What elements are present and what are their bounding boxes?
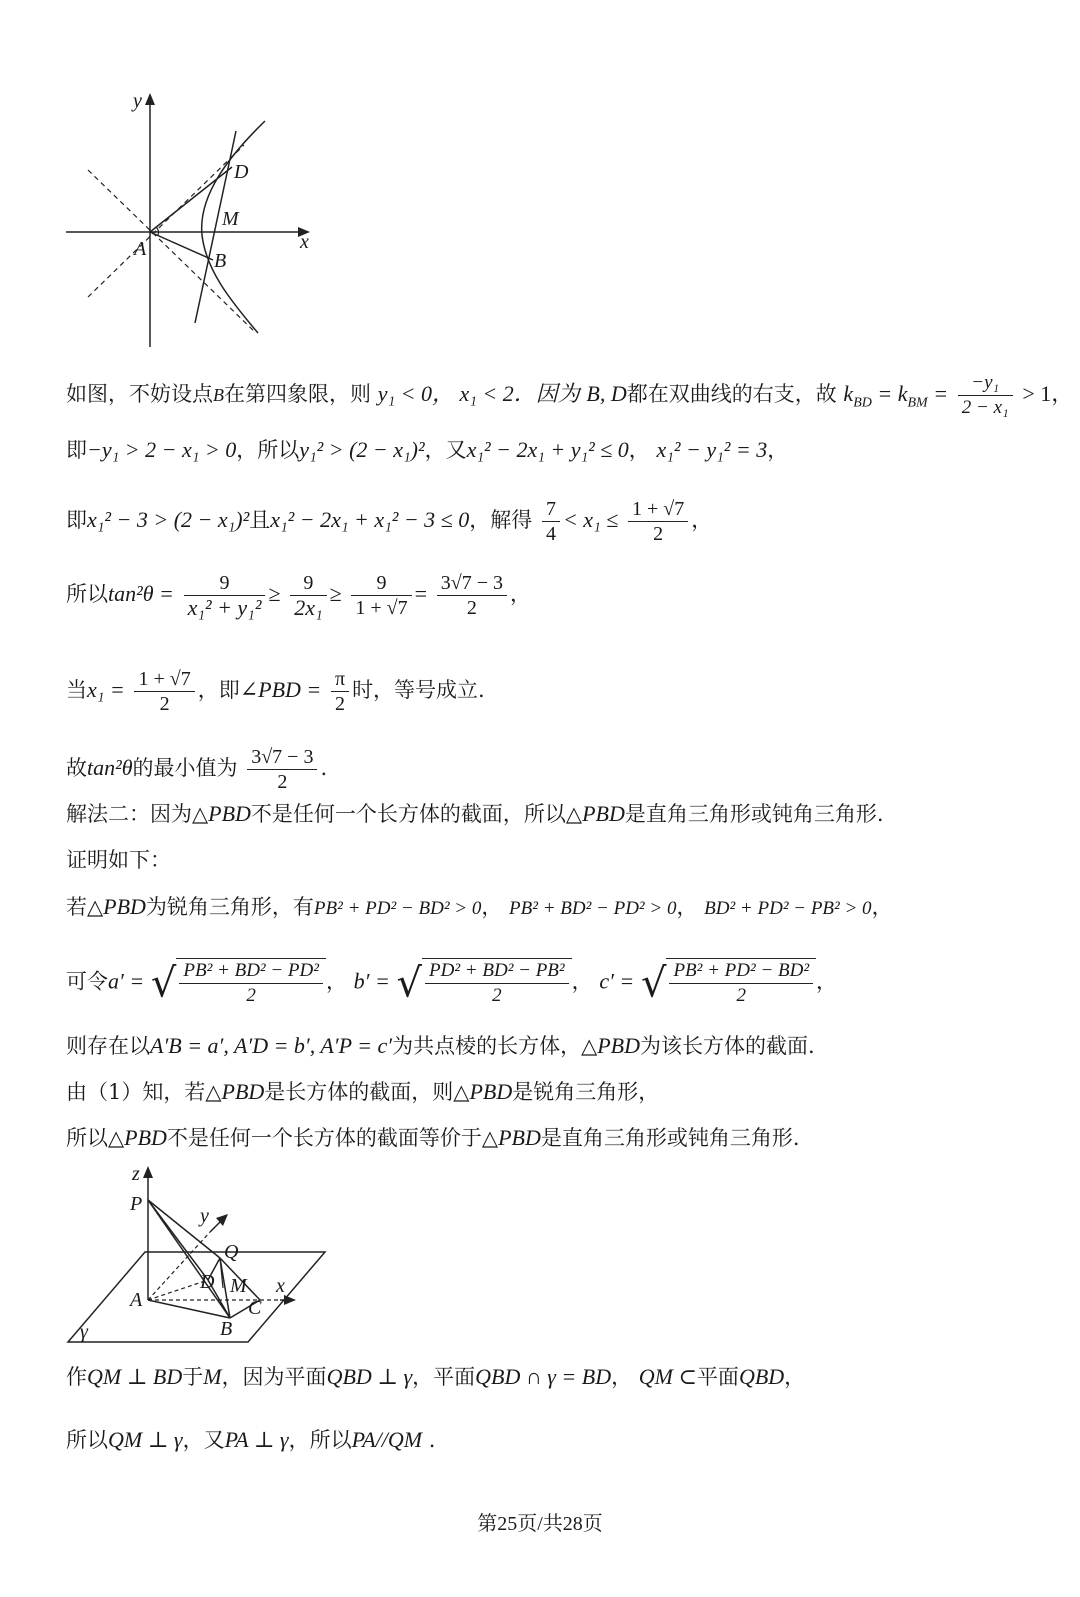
fig2-label-m: M <box>230 1275 247 1297</box>
square-root: √ $\frac{\text{PB² + BD² − PD²}}{2}$ <box>151 958 326 1008</box>
math-span: tan²θ = <box>108 581 174 606</box>
text-span: ， <box>510 582 532 606</box>
text-span: 的最小值为 <box>132 756 238 780</box>
math-span: QBD ∩ γ = BD <box>475 1364 612 1389</box>
frac-denominator: 2 <box>246 985 256 1006</box>
math-span: PB² + PD² − BD² > 0 <box>313 898 482 919</box>
text-span: ，又 <box>424 438 467 462</box>
math-span: = <box>414 581 428 606</box>
frac-denominator: 2 <box>492 985 502 1006</box>
text-span: ，解得 <box>469 508 533 532</box>
text-span: 时，等号成立. <box>352 678 485 702</box>
text-span: 是锐角三角形， <box>512 1080 660 1104</box>
text-line-9 <box>66 893 893 923</box>
math-span: PBD <box>582 801 625 826</box>
text-span: 为锐角三角形，有 <box>145 895 314 919</box>
text-span: 即 <box>66 508 87 532</box>
math-sub: BD <box>853 395 872 411</box>
fig2-label-c: C <box>248 1297 262 1319</box>
math-span: QM ⊥ γ <box>108 1427 183 1452</box>
text-line-6 <box>66 745 327 794</box>
math-span: −y₁ > 2 − x₁ > 0 <box>87 437 237 462</box>
math-span: ≥ <box>329 581 342 606</box>
math-span: A′B = a′, A′D = b′, A′P = c′ <box>150 1033 393 1058</box>
frac-numerator: PB² + PD² − BD² <box>669 959 813 984</box>
math-span: x₁ = <box>87 677 125 702</box>
text-line-8 <box>66 846 171 874</box>
text-span: 在第四象限，则 <box>224 382 371 406</box>
text-span: ， <box>871 895 893 919</box>
frac-denominator: 2 <box>277 771 288 793</box>
fraction <box>134 667 194 716</box>
text-span: 当 <box>66 678 87 702</box>
fraction <box>184 571 266 620</box>
text-span: ， <box>676 895 698 919</box>
math-span: PBD <box>208 801 251 826</box>
fraction <box>669 959 813 1008</box>
frac-numerator: PB² + BD² − PD² <box>179 959 323 984</box>
text-span: 所以 <box>66 582 108 606</box>
fig2-label-a: A <box>130 1289 143 1311</box>
text-span: 是长方体的截面，则△ <box>264 1080 470 1104</box>
text-line-11 <box>66 1032 815 1060</box>
text-line-2 <box>66 436 788 464</box>
text-span: ， <box>628 438 650 462</box>
frac-numerator: −y₁ <box>958 371 1013 396</box>
text-span: 是直角三角形或钝角三角形. <box>624 802 884 826</box>
text-span: 解法二：因为△ <box>66 802 209 826</box>
math-span: = <box>927 381 949 406</box>
math-span: = k <box>871 381 908 406</box>
math-span: B <box>213 385 224 405</box>
frac-numerator: 3√7 − 3 <box>437 571 507 596</box>
frac-denominator: 2 <box>736 985 746 1006</box>
frac-denominator: 4 <box>545 523 556 545</box>
frac-denominator: 2 − x₁ <box>961 397 1009 418</box>
text-span: ， <box>691 508 713 532</box>
math-span: > 1， <box>1022 381 1074 406</box>
fig2-label-x: x <box>276 1275 285 1297</box>
math-span: b′ = <box>353 968 390 994</box>
text-span: 于 <box>182 1365 204 1389</box>
text-span: 所以 <box>66 1428 108 1452</box>
frac-numerator: 3√7 − 3 <box>247 745 317 770</box>
math-span: ∠PBD = <box>239 677 322 702</box>
text-line-10 <box>66 958 837 1008</box>
text-line-13 <box>66 1124 800 1152</box>
math-span: a′ = <box>108 968 145 994</box>
text-span: 所以△ <box>66 1126 125 1150</box>
text-span: ， <box>784 1365 806 1389</box>
math-span: PBD <box>498 1125 541 1150</box>
text-span: 为共点棱的长方体，△ <box>392 1034 598 1058</box>
square-root: √ $\frac{\text{PD² + BD² − PB²}}{2}$ <box>397 958 572 1008</box>
page-footer: 第25页/共28页 <box>477 1513 603 1535</box>
fig2-label-z: z <box>132 1163 140 1185</box>
fraction <box>351 571 411 620</box>
math-span: x₁² − y₁² = 3 <box>656 437 768 462</box>
fig1-label-m: M <box>222 208 239 230</box>
fraction <box>247 745 317 794</box>
text-line-15 <box>66 1426 435 1454</box>
text-span: 即 <box>66 438 87 462</box>
text-span: ，即 <box>197 678 240 702</box>
math-span: PBD <box>221 1079 265 1104</box>
text-span: . <box>320 756 328 780</box>
text-span: 则存在以 <box>66 1034 150 1058</box>
fraction <box>425 959 569 1008</box>
math-span: PBD <box>469 1079 513 1104</box>
square-root: √ $\frac{\text{PB² + PD² − BD²}}{2}$ <box>641 958 816 1008</box>
frac-numerator: 9 <box>290 571 326 596</box>
text-span: 是直角三角形或钝角三角形. <box>540 1126 800 1150</box>
text-line-12 <box>66 1078 659 1106</box>
text-line-5 <box>66 667 485 716</box>
math-sub: BM <box>907 395 928 411</box>
frac-numerator: π <box>331 667 349 692</box>
text-span: ， <box>767 438 789 462</box>
frac-numerator: 9 <box>351 571 411 596</box>
fig2-label-p: P <box>130 1193 143 1215</box>
hyperbola-figure <box>60 85 340 355</box>
text-span: 且 <box>249 508 271 532</box>
math-span: c′ = <box>599 968 635 994</box>
text-span: 证明如下： <box>66 848 171 872</box>
math-span: k <box>843 381 854 406</box>
text-line-1 <box>66 371 1073 420</box>
text-span: 平面 <box>696 1365 739 1389</box>
text-span: ， <box>325 969 347 994</box>
text-span: ，又 <box>182 1428 225 1452</box>
fraction <box>958 371 1013 420</box>
math-span: QM ⊥ BD <box>87 1364 183 1389</box>
frac-denominator: 2 <box>653 523 664 545</box>
text-span: ，平面 <box>412 1365 476 1389</box>
math-span: y₁² > (2 − x₁)² <box>299 437 425 462</box>
text-span: ，因为平面 <box>221 1365 327 1389</box>
text-line-3 <box>66 497 712 546</box>
fig1-label-a: A <box>134 238 147 260</box>
frac-denominator: x₁² + y₁² <box>187 595 262 620</box>
text-span: 可令 <box>66 969 108 994</box>
fig2-label-gamma: γ <box>80 1321 88 1343</box>
text-span: 若△ <box>66 895 104 919</box>
fig2-label-d: D <box>200 1271 215 1293</box>
math-span: x₁² − 2x₁ + y₁² ≤ 0 <box>466 437 629 462</box>
fraction <box>290 571 326 620</box>
fig1-label-b: B <box>214 250 227 272</box>
text-span: ，所以 <box>288 1428 352 1452</box>
text-span: ， <box>816 969 838 994</box>
math-span: y₁ < 0， x₁ < 2．因为 <box>377 381 580 406</box>
fig2-label-y: y <box>200 1205 209 1227</box>
math-span: x₁² − 2x₁ + x₁² − 3 ≤ 0 <box>270 507 470 532</box>
math-span: PBD <box>597 1033 640 1058</box>
math-span: QBD <box>738 1364 785 1389</box>
frac-numerator: 7 <box>542 497 560 522</box>
math-span: PBD <box>103 894 146 919</box>
tetrahedron-figure <box>60 1160 340 1350</box>
frac-denominator: 1 + √7 <box>355 597 408 619</box>
text-line-14 <box>66 1363 805 1391</box>
text-span: 都在双曲线的右支，故 <box>626 382 837 406</box>
frac-numerator: 9 <box>184 571 266 596</box>
math-span: PA//QM <box>351 1427 423 1452</box>
text-span: ， <box>611 1365 633 1389</box>
text-span: ，所以 <box>236 438 300 462</box>
frac-denominator: 2 <box>159 693 170 715</box>
text-span: 为该长方体的截面. <box>640 1034 815 1058</box>
text-span: ， <box>481 895 503 919</box>
frac-denominator: 2 <box>335 693 345 715</box>
math-span: PB² + BD² − PD² > 0 <box>509 898 677 919</box>
fraction <box>179 959 323 1008</box>
math-span: B, D <box>586 381 627 406</box>
math-span: QBD ⊥ γ <box>326 1364 413 1389</box>
fig1-label-y: y <box>133 90 142 112</box>
text-line-4 <box>66 571 531 620</box>
math-span: tan²θ <box>87 755 133 780</box>
frac-numerator: 1 + √7 <box>134 667 194 692</box>
frac-denominator: 2x₁ <box>294 595 323 620</box>
math-span: PBD <box>124 1125 167 1150</box>
math-span: PA ⊥ γ <box>224 1427 289 1452</box>
fig1-label-x: x <box>300 231 309 253</box>
frac-numerator: PD² + BD² − PB² <box>425 959 569 984</box>
math-span: BD² + PD² − PB² > 0 <box>704 898 872 919</box>
math-span: x₁² − 3 > (2 − x₁)² <box>87 507 250 532</box>
fig1-label-d: D <box>234 161 249 183</box>
fraction <box>628 497 688 546</box>
fraction <box>542 497 560 546</box>
fraction <box>331 667 349 716</box>
text-span: 不是任何一个长方体的截面，所以△ <box>250 802 583 826</box>
frac-numerator: 1 + √7 <box>628 497 688 522</box>
text-span: . <box>428 1428 436 1452</box>
math-span: M <box>203 1364 222 1389</box>
text-span: 故 <box>66 756 87 780</box>
math-span: QM ⊂ <box>638 1364 697 1389</box>
fraction <box>437 571 507 620</box>
math-span: < x₁ ≤ <box>562 507 619 532</box>
text-span: ， <box>571 969 593 994</box>
text-span: 由（1）知，若△ <box>66 1080 222 1104</box>
fig2-label-q: Q <box>224 1241 239 1263</box>
frac-denominator: 2 <box>466 597 477 619</box>
fig2-label-b: B <box>220 1318 233 1340</box>
text-span: 作 <box>66 1365 87 1389</box>
text-span: 不是任何一个长方体的截面等价于△ <box>166 1126 499 1150</box>
text-line-7 <box>66 800 884 828</box>
math-span: ≥ <box>268 581 281 606</box>
text-span: 如图，不妨设点 <box>66 382 213 406</box>
